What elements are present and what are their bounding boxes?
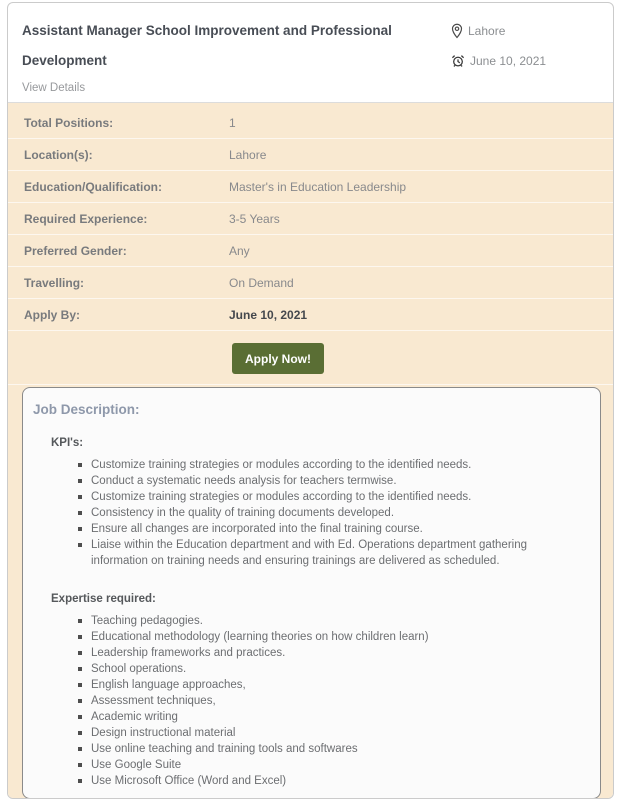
list-item-text: Use Microsoft Office (Word and Excel)	[91, 775, 287, 787]
detail-row	[8, 139, 613, 171]
list-item-text: Use Google Suite	[91, 759, 182, 771]
detail-label: Travelling:	[24, 275, 85, 290]
list-item-text: Leadership frameworks and practices.	[91, 647, 286, 659]
apply-now-button[interactable]: Apply Now!	[232, 343, 324, 374]
square-bullet-icon	[78, 747, 82, 751]
list-item-text: Academic writing	[91, 711, 178, 723]
list-item-text: Customize training strategies or modules according to the identified needs.	[91, 491, 472, 503]
detail-value: 1	[229, 115, 236, 130]
list-item	[78, 521, 571, 537]
section-list	[78, 613, 590, 789]
list-item	[78, 661, 571, 677]
list-item	[78, 457, 571, 473]
view-details-link[interactable]: View Details	[22, 82, 86, 94]
list-item-text: Teaching pedagogies.	[91, 615, 203, 627]
square-bullet-icon	[78, 651, 82, 655]
detail-label: Preferred Gender:	[24, 243, 127, 258]
list-item-text: Liaise within the Education department and with Ed. Operations department gathering information on training needs and ensuring trainings are delivered as scheduled.	[91, 539, 527, 567]
square-bullet-icon	[78, 699, 82, 703]
detail-value: Lahore	[229, 147, 267, 162]
section-heading: KPI's:	[51, 437, 84, 449]
job-header	[8, 3, 613, 103]
list-item	[78, 489, 571, 505]
job-meta	[451, 16, 546, 76]
list-item	[78, 757, 571, 773]
square-bullet-icon	[78, 479, 82, 483]
job-location	[451, 16, 546, 46]
job-description-box	[22, 387, 601, 799]
square-bullet-icon	[78, 779, 82, 783]
detail-row	[8, 171, 613, 203]
detail-row	[8, 203, 613, 235]
list-item	[78, 741, 571, 757]
list-item	[78, 693, 571, 709]
square-bullet-icon	[78, 683, 82, 687]
list-item-text: Educational methodology (learning theories on how children learn)	[91, 631, 429, 643]
job-deadline-text: June 10, 2021	[470, 54, 547, 68]
section-list	[78, 457, 590, 569]
details-panel	[8, 103, 613, 799]
square-bullet-icon	[78, 715, 82, 719]
detail-row	[8, 235, 613, 267]
job-description-section	[51, 437, 590, 569]
list-item-text: Customize training strategies or modules according to the identified needs.	[91, 459, 472, 471]
detail-label: Apply By:	[24, 307, 81, 322]
square-bullet-icon	[78, 463, 82, 467]
square-bullet-icon	[78, 667, 82, 671]
list-item	[78, 725, 571, 741]
list-item-text: Use online teaching and training tools and softwares	[91, 743, 358, 755]
square-bullet-icon	[78, 619, 82, 623]
detail-value: June 10, 2021	[229, 307, 308, 322]
list-item-text: Assessment techniques,	[91, 695, 216, 707]
detail-row	[8, 299, 613, 331]
detail-label: Education/Qualification:	[24, 179, 163, 194]
list-item-text: Consistency in the quality of training documents developed.	[91, 507, 395, 519]
list-item-text: English language approaches,	[91, 679, 246, 691]
list-item	[78, 629, 571, 645]
detail-label: Required Experience:	[24, 211, 148, 226]
square-bullet-icon	[78, 527, 82, 531]
detail-label: Location(s):	[24, 147, 93, 162]
list-item	[78, 537, 571, 569]
job-description-section	[51, 593, 590, 789]
apply-row	[8, 331, 613, 385]
job-title: Assistant Manager School Improvement and Professional Development	[22, 23, 392, 68]
square-bullet-icon	[78, 731, 82, 735]
list-item	[78, 677, 571, 693]
detail-value: 3-5 Years	[229, 211, 280, 226]
details-table	[8, 107, 613, 331]
list-item	[78, 645, 571, 661]
square-bullet-icon	[78, 763, 82, 767]
square-bullet-icon	[78, 635, 82, 639]
location-pin-icon	[451, 23, 463, 39]
list-item	[78, 709, 571, 725]
list-item-text: Conduct a systematic needs analysis for teachers termwise.	[91, 475, 397, 487]
job-deadline	[451, 46, 546, 76]
list-item	[78, 613, 571, 629]
list-item-text: Design instructional material	[91, 727, 236, 739]
square-bullet-icon	[78, 495, 82, 499]
job-card	[7, 2, 614, 799]
detail-label: Total Positions:	[24, 115, 114, 130]
list-item-text: School operations.	[91, 663, 187, 675]
detail-row	[8, 267, 613, 299]
section-heading: Expertise required:	[51, 593, 156, 605]
square-bullet-icon	[78, 511, 82, 515]
square-bullet-icon	[78, 543, 82, 547]
list-item	[78, 773, 571, 789]
list-item	[78, 505, 571, 521]
detail-value: Any	[229, 243, 250, 258]
job-description-heading: Job Description:	[33, 402, 140, 417]
alarm-clock-icon	[451, 54, 465, 68]
list-item-text: Ensure all changes are incorporated into the final training course.	[91, 523, 423, 535]
job-description-sections	[32, 437, 590, 789]
detail-row	[8, 107, 613, 139]
list-item	[78, 473, 571, 489]
job-location-text: Lahore	[468, 24, 506, 38]
detail-value: Master's in Education Leadership	[229, 179, 407, 194]
detail-value: On Demand	[229, 275, 294, 290]
